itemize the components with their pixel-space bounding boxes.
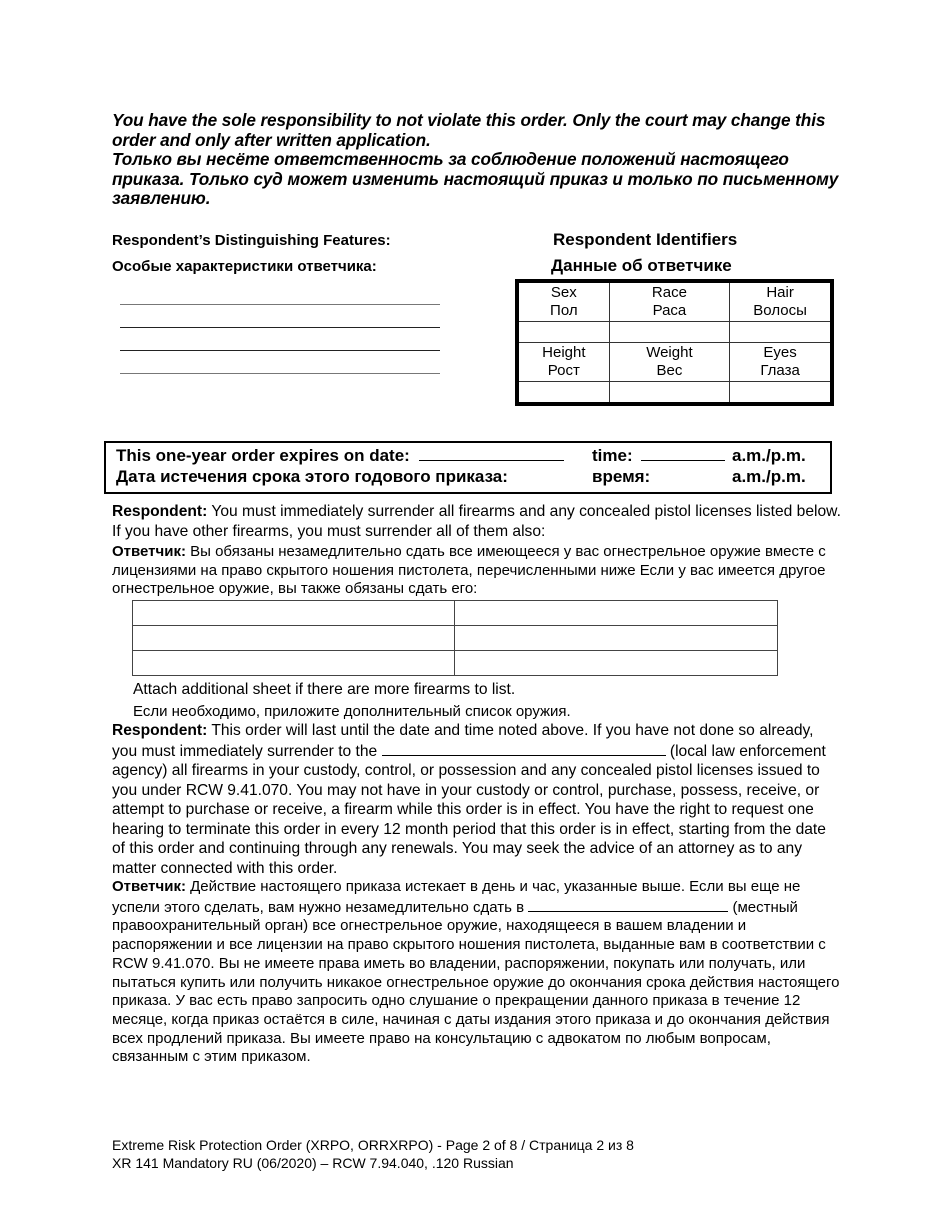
identifiers-title-en: Respondent Identifiers: [553, 230, 738, 249]
warning-en: You have the sole responsibility to not violate this order. Only the court may change this order and only after written application.: [112, 110, 826, 150]
expiry-ampm-ru: a.m./p.m.: [732, 467, 806, 486]
features-input-line-2[interactable]: [120, 327, 440, 328]
hair-field[interactable]: [730, 322, 832, 343]
sex-field[interactable]: [517, 322, 609, 343]
features-input-line-1[interactable]: [120, 304, 440, 305]
duration-lead-en: Respondent:: [112, 722, 208, 739]
duration-text-ru-1: Действие настоящего приказа истекает в день и час, указанные выше. Если вы еще не успели этого сделать, вам нужно незамедлительно сдать в: [112, 878, 801, 916]
footer-line-2: XR 141 Mandatory RU (06/2020) – RCW 7.94.040, .120 Russian: [112, 1154, 514, 1171]
height-field[interactable]: [517, 382, 609, 405]
surrender-text-en: You must immediately surrender all firearms and any concealed pistol licenses listed below. If you have other firearms, you must surrender all of them also:: [112, 503, 841, 540]
duration-text-en-2: (local law enforcement agency) all firearms in your custody, control, or possession and any concealed pistol licenses issued to you under RCW 9.41.070. You may not have in your custody or control, purchase, possess, receive, or attempt to purchase or receive, a firearm while this order is in effect. You have the right to request one hearing to terminate this order in every 12 month period that this order is in effect, starting from the date of this order and continuing through any renewals. You may seek the advice of an attorney as to any matter connected with this order.: [112, 742, 826, 877]
firearm-cell[interactable]: [133, 651, 455, 676]
firearms-table: [132, 600, 778, 676]
surrender-lead-en: Respondent:: [112, 503, 208, 520]
expiry-box: [104, 441, 832, 494]
duration-text-ru-2: (местный правоохранительный орган) все огнестрельное оружие, находящееся в вашем владении и распоряжении и все лицензии на право скрытого ношения пистолета, выданные вам в соответствии с RCW 9.41.070. Вы не имеете права иметь во владении, распоряжении, покупать или получать, или пытаться купить или получить никакое огнестрельное оружие до окончания срока действия настоящего приказа. У вас есть право запросить одно слушание о прекращении данного приказа в течение 12 месяце, когда приказ остаётся в силе, начиная с даты издания этого приказа и до окончания действия всех продлений приказа. Вы имеете право на консультацию с адвокатом по любым вопросам, связанным с этим приказом.: [112, 898, 840, 1066]
expiry-time-row-en: [592, 446, 725, 466]
expiry-date-label-ru: Дата истечения срока этого годового приказа:: [116, 467, 508, 486]
footer-line-1: Extreme Risk Protection Order (XRPO, ORRXRPO) - Page 2 of 8 / Страница 2 из 8: [112, 1137, 634, 1153]
duration-text-en-1: This order will last until the date and time noted above. If you have not done so already, you must immediately surrender to the: [112, 722, 814, 760]
sex-label: Sex Пол: [517, 281, 609, 322]
law-enforcement-agency-field-ru[interactable]: [528, 897, 728, 912]
firearm-cell[interactable]: [133, 601, 455, 626]
law-enforcement-agency-field-en[interactable]: [382, 741, 666, 756]
identifiers-title-ru: Данные об ответчике: [551, 256, 732, 275]
features-input-line-4[interactable]: [120, 373, 440, 374]
firearm-cell[interactable]: [455, 626, 778, 651]
firearm-cell[interactable]: [133, 626, 455, 651]
features-input-line-3[interactable]: [120, 350, 440, 351]
attach-note-en: Attach additional sheet if there are more firearms to list.: [133, 681, 516, 698]
height-label: Height Рост: [517, 343, 609, 382]
expiry-time-label-ru: время:: [592, 467, 651, 486]
duration-lead-ru: Ответчик:: [112, 878, 186, 895]
expiry-date-field[interactable]: [419, 446, 564, 461]
features-title-en: Respondent’s Distinguishing Features:: [112, 232, 391, 249]
race-label: Race Раса: [609, 281, 730, 322]
features-title-ru: Особые характеристики ответчика:: [112, 258, 377, 275]
firearm-cell[interactable]: [455, 601, 778, 626]
surrender-instructions-ru: [112, 543, 842, 599]
weight-field[interactable]: [609, 382, 730, 405]
responsibility-warning: [112, 111, 852, 209]
expiry-time-label-en: time:: [592, 446, 633, 465]
surrender-lead-ru: Ответчик:: [112, 543, 186, 560]
weight-label: Weight Вес: [609, 343, 730, 382]
order-duration-ru: [112, 878, 842, 1067]
firearms-row: [133, 651, 778, 676]
race-field[interactable]: [609, 322, 730, 343]
expiry-ampm-en: a.m./p.m.: [732, 446, 806, 465]
eyes-label: Eyes Глаза: [730, 343, 832, 382]
firearms-row: [133, 626, 778, 651]
expiry-row-en: [116, 446, 564, 466]
hair-label: Hair Волосы: [730, 281, 832, 322]
surrender-instructions-en: [112, 502, 842, 541]
warning-ru: Только вы несёте ответственность за соблюдение положений настоящего приказа. Только суд может изменить настоящий приказ и только по письменному заявлению.: [112, 149, 839, 208]
firearm-cell[interactable]: [455, 651, 778, 676]
order-duration-en: [112, 721, 842, 878]
respondent-identifiers-table: [515, 279, 834, 406]
page-footer: [112, 1137, 634, 1172]
expiry-date-label-en: This one-year order expires on date:: [116, 446, 410, 465]
eyes-field[interactable]: [730, 382, 832, 405]
attach-note-ru: Если необходимо, приложите дополнительный список оружия.: [133, 703, 571, 720]
surrender-text-ru: Вы обязаны незамедлительно сдать все имеющееся у вас огнестрельное оружие вместе с лицензиями на право скрытого ношения пистолета, перечисленными ниже Если у вас имеется другое огнестрельное оружие, вы также обязаны сдать его:: [112, 543, 826, 598]
expiry-time-field[interactable]: [641, 446, 725, 461]
firearms-row: [133, 601, 778, 626]
